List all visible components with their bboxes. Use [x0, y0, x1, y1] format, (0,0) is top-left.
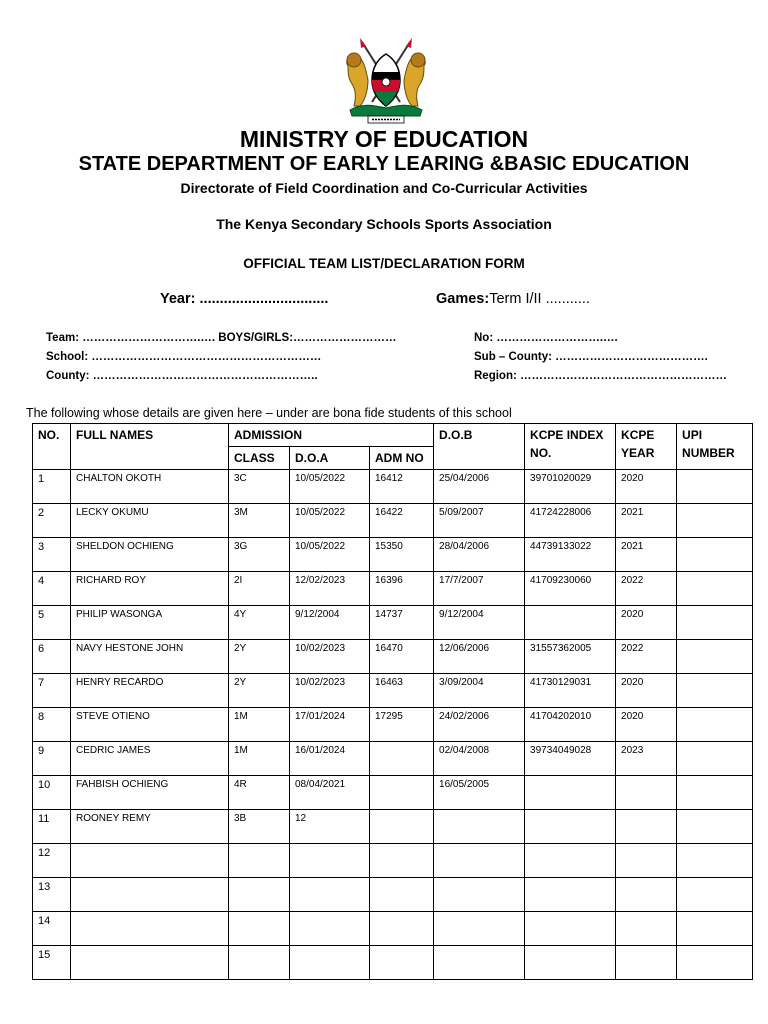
cell-upi	[677, 572, 753, 606]
cell-class: 2I	[229, 572, 290, 606]
table-row	[33, 674, 753, 708]
sub-county-field: Sub – County: ………………………………….	[474, 351, 708, 363]
cell-dob	[434, 878, 525, 912]
header-no: NO.	[33, 424, 71, 470]
header-upi: UPI NUMBER	[677, 424, 753, 470]
ministry-title: MINISTRY OF EDUCATION	[239, 126, 529, 152]
cell-class: 3G	[229, 538, 290, 572]
cell-kcpe-index	[525, 606, 616, 640]
table-row	[33, 810, 753, 844]
cell-dob: 5/09/2007	[434, 504, 525, 538]
region-field: Region: ………………………………………………	[474, 370, 727, 382]
cell-adm-no: 16396	[370, 572, 434, 606]
cell-doa: 16/01/2024	[290, 742, 370, 776]
cell-no: 2	[33, 504, 71, 538]
cell-class: 1M	[229, 742, 290, 776]
cell-full-name	[71, 946, 229, 980]
cell-kcpe-index: 39701020029	[525, 470, 616, 504]
cell-adm-no	[370, 776, 434, 810]
header-dob: D.O.B	[434, 424, 525, 470]
cell-no: 14	[33, 912, 71, 946]
cell-kcpe-index	[525, 946, 616, 980]
cell-adm-no: 16463	[370, 674, 434, 708]
cell-doa: 17/01/2024	[290, 708, 370, 742]
cell-adm-no	[370, 810, 434, 844]
cell-class: 1M	[229, 708, 290, 742]
cell-no: 5	[33, 606, 71, 640]
cell-class: 3M	[229, 504, 290, 538]
no-field: No: ……………………….….	[474, 332, 618, 344]
cell-full-name: NAVY HESTONE JOHN	[71, 640, 229, 674]
cell-adm-no: 16470	[370, 640, 434, 674]
cell-kcpe-year: 2022	[616, 640, 677, 674]
table-row	[33, 912, 753, 946]
cell-doa: 10/02/2023	[290, 674, 370, 708]
table-row	[33, 470, 753, 504]
cell-kcpe-index: 41709230060	[525, 572, 616, 606]
cell-no: 7	[33, 674, 71, 708]
team-table	[32, 423, 753, 980]
table-row	[33, 776, 753, 810]
header-kcpe-year: KCPE YEAR	[616, 424, 677, 470]
cell-kcpe-index: 41724228006	[525, 504, 616, 538]
cell-full-name: SHELDON OCHIENG	[71, 538, 229, 572]
cell-upi	[677, 708, 753, 742]
cell-kcpe-index: 41730129031	[525, 674, 616, 708]
cell-full-name: STEVE OTIENO	[71, 708, 229, 742]
directorate-title: Directorate of Field Coordination and Co-Curricular Activities	[180, 180, 588, 196]
county-field: County: …………………………………………………..	[46, 370, 318, 382]
cell-adm-no	[370, 946, 434, 980]
form-title: OFFICIAL TEAM LIST/DECLARATION FORM	[243, 256, 525, 271]
cell-no: 8	[33, 708, 71, 742]
school-field: School: ……………………………………………………	[46, 351, 322, 363]
coat-of-arms-icon	[340, 36, 432, 126]
cell-kcpe-index	[525, 776, 616, 810]
cell-full-name: CEDRIC JAMES	[71, 742, 229, 776]
cell-upi	[677, 606, 753, 640]
table-row	[33, 946, 753, 980]
cell-upi	[677, 504, 753, 538]
table-row	[33, 844, 753, 878]
cell-upi	[677, 640, 753, 674]
cell-dob	[434, 844, 525, 878]
cell-kcpe-year	[616, 776, 677, 810]
cell-no: 13	[33, 878, 71, 912]
cell-no: 11	[33, 810, 71, 844]
table-row	[33, 538, 753, 572]
cell-doa: 10/05/2022	[290, 538, 370, 572]
cell-class	[229, 844, 290, 878]
cell-no: 10	[33, 776, 71, 810]
games-field	[436, 291, 590, 307]
cell-upi	[677, 776, 753, 810]
cell-full-name	[71, 912, 229, 946]
cell-class	[229, 878, 290, 912]
cell-kcpe-index	[525, 878, 616, 912]
cell-full-name: FAHBISH OCHIENG	[71, 776, 229, 810]
cell-upi	[677, 470, 753, 504]
cell-doa: 12/02/2023	[290, 572, 370, 606]
cell-adm-no: 17295	[370, 708, 434, 742]
cell-kcpe-year	[616, 946, 677, 980]
cell-full-name: ROONEY REMY	[71, 810, 229, 844]
table-row	[33, 742, 753, 776]
cell-full-name: CHALTON OKOTH	[71, 470, 229, 504]
games-value: Term I/II ...........	[489, 291, 590, 307]
cell-class	[229, 912, 290, 946]
cell-kcpe-index	[525, 912, 616, 946]
cell-kcpe-year	[616, 810, 677, 844]
year-value: ................................	[199, 291, 329, 307]
cell-dob	[434, 912, 525, 946]
cell-upi	[677, 674, 753, 708]
table-row	[33, 878, 753, 912]
cell-upi	[677, 844, 753, 878]
cell-no: 12	[33, 844, 71, 878]
cell-kcpe-index: 44739133022	[525, 538, 616, 572]
year-field	[160, 291, 328, 307]
cell-full-name: HENRY RECARDO	[71, 674, 229, 708]
header-doa: D.O.A	[290, 447, 370, 470]
cell-kcpe-year	[616, 912, 677, 946]
cell-upi	[677, 810, 753, 844]
table-row	[33, 708, 753, 742]
cell-full-name: RICHARD ROY	[71, 572, 229, 606]
header-adm-no: ADM NO	[370, 447, 434, 470]
cell-adm-no: 14737	[370, 606, 434, 640]
cell-dob: 3/09/2004	[434, 674, 525, 708]
cell-kcpe-year: 2022	[616, 572, 677, 606]
cell-dob: 16/05/2005	[434, 776, 525, 810]
team-field: Team: ………………………….…. BOYS/GIRLS:………………………	[46, 332, 397, 344]
cell-kcpe-year: 2021	[616, 538, 677, 572]
cell-kcpe-index	[525, 844, 616, 878]
cell-doa	[290, 878, 370, 912]
cell-kcpe-year: 2020	[616, 708, 677, 742]
cell-upi	[677, 742, 753, 776]
cell-kcpe-index: 41704202010	[525, 708, 616, 742]
cell-adm-no: 16422	[370, 504, 434, 538]
cell-adm-no: 16412	[370, 470, 434, 504]
cell-upi	[677, 878, 753, 912]
cell-adm-no	[370, 742, 434, 776]
cell-kcpe-index: 39734049028	[525, 742, 616, 776]
cell-adm-no	[370, 844, 434, 878]
cell-kcpe-index	[525, 810, 616, 844]
cell-adm-no	[370, 878, 434, 912]
cell-kcpe-year: 2020	[616, 674, 677, 708]
cell-kcpe-year	[616, 844, 677, 878]
cell-class: 2Y	[229, 674, 290, 708]
cell-kcpe-year: 2020	[616, 606, 677, 640]
cell-dob	[434, 810, 525, 844]
cell-class	[229, 946, 290, 980]
cell-dob: 12/06/2006	[434, 640, 525, 674]
cell-kcpe-index: 31557362005	[525, 640, 616, 674]
cell-dob: 25/04/2006	[434, 470, 525, 504]
table-row	[33, 504, 753, 538]
cell-doa: 10/05/2022	[290, 470, 370, 504]
cell-doa	[290, 844, 370, 878]
table-row	[33, 572, 753, 606]
cell-dob	[434, 946, 525, 980]
cell-doa: 08/04/2021	[290, 776, 370, 810]
header-admission: ADMISSION	[229, 424, 434, 447]
games-label: Games:	[436, 291, 490, 307]
cell-full-name: LECKY OKUMU	[71, 504, 229, 538]
cell-doa: 10/02/2023	[290, 640, 370, 674]
cell-kcpe-year: 2023	[616, 742, 677, 776]
header-full-names: FULL NAMES	[71, 424, 229, 470]
cell-doa	[290, 912, 370, 946]
cell-kcpe-year	[616, 878, 677, 912]
cell-full-name	[71, 878, 229, 912]
cell-no: 9	[33, 742, 71, 776]
cell-dob: 02/04/2008	[434, 742, 525, 776]
cell-no: 1	[33, 470, 71, 504]
cell-upi	[677, 946, 753, 980]
cell-class: 4Y	[229, 606, 290, 640]
cell-upi	[677, 912, 753, 946]
header-kcpe-index: KCPE INDEX NO.	[525, 424, 616, 470]
cell-kcpe-year: 2020	[616, 470, 677, 504]
table-row	[33, 606, 753, 640]
intro-text: The following whose details are given here – under are bona fide students of this school	[26, 406, 512, 420]
cell-adm-no: 15350	[370, 538, 434, 572]
association-title: The Kenya Secondary Schools Sports Association	[216, 216, 552, 232]
cell-doa: 12	[290, 810, 370, 844]
year-label: Year:	[160, 291, 196, 307]
cell-class: 2Y	[229, 640, 290, 674]
table-row	[33, 640, 753, 674]
cell-dob: 24/02/2006	[434, 708, 525, 742]
cell-class: 3B	[229, 810, 290, 844]
cell-doa	[290, 946, 370, 980]
cell-doa: 9/12/2004	[290, 606, 370, 640]
cell-no: 3	[33, 538, 71, 572]
cell-class: 4R	[229, 776, 290, 810]
cell-no: 15	[33, 946, 71, 980]
cell-doa: 10/05/2022	[290, 504, 370, 538]
cell-kcpe-year: 2021	[616, 504, 677, 538]
cell-full-name: PHILIP WASONGA	[71, 606, 229, 640]
cell-upi	[677, 538, 753, 572]
cell-dob: 17/7/2007	[434, 572, 525, 606]
cell-dob: 28/04/2006	[434, 538, 525, 572]
cell-class: 3C	[229, 470, 290, 504]
cell-adm-no	[370, 912, 434, 946]
cell-no: 6	[33, 640, 71, 674]
department-title: STATE DEPARTMENT OF EARLY LEARING &BASIC EDUCATION	[78, 153, 690, 175]
header-class: CLASS	[229, 447, 290, 470]
cell-full-name	[71, 844, 229, 878]
cell-no: 4	[33, 572, 71, 606]
cell-dob: 9/12/2004	[434, 606, 525, 640]
